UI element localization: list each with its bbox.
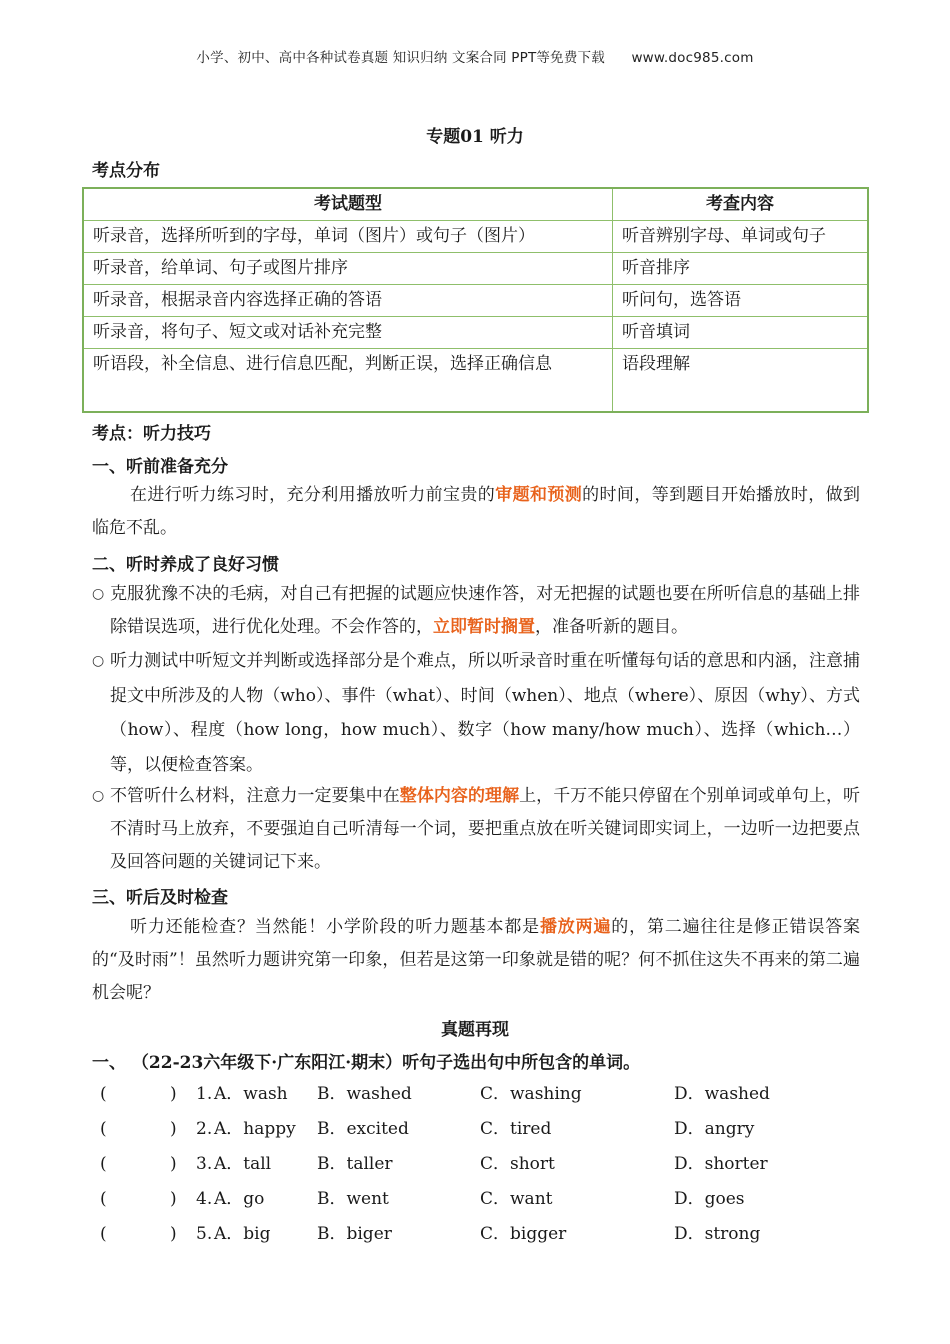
skills-heading: 考点：听力技巧	[92, 424, 211, 444]
part2-bullet-3	[92, 780, 860, 879]
bullet-3-text-post: 上，千万不能只停留在个别单词或单句上，听不清时马上放弃，不要强迫自己听清每一个词，要把重点放在听关键词即实词上，一边听一边把要点及回答问题的关键词记下来。	[110, 786, 861, 872]
table-cell: 听录音，根据录音内容选择正确的答语	[83, 285, 613, 317]
option-c: C．bigger	[480, 1224, 567, 1244]
page-title: 专题01 听力	[426, 127, 524, 147]
part1-heading: 一、听前准备充分	[92, 457, 228, 477]
question-number: 4.	[196, 1189, 213, 1209]
part3-text-post: 的，第二遍往往是修正错误答案的“及时雨”！虽然听力题讲究第一印象，但若是这第一印象就是错的呢？何不抓住这失不再来的第二遍机会呢？	[92, 917, 861, 1003]
table-cell: 听音排序	[613, 253, 869, 285]
bullet-1-text-pre: 克服犹豫不决的毛病，对自己有把握的试题应快速作答，对无把握的试题也要在所听信息的基础上排除错误选项，进行优化处理。不会作答的，	[110, 584, 860, 637]
part1-text-post: 的时间，等到题目开始播放时，做到临危不乱。	[92, 485, 861, 538]
table-cell: 听录音，给单词、句子或图片排序	[83, 253, 613, 285]
option-b: B．biger	[317, 1224, 392, 1244]
answer-paren-left: (	[100, 1189, 107, 1209]
option-b: B．went	[317, 1189, 389, 1209]
question-row	[92, 1079, 872, 1109]
answer-paren-right: )	[170, 1119, 177, 1139]
option-a: A．go	[214, 1189, 265, 1209]
answer-paren-right: )	[170, 1224, 177, 1244]
header-site-text: 小学、初中、高中各种试卷真题 知识归纳 文案合同 PPT等免费下载	[196, 50, 605, 66]
question-row	[92, 1149, 872, 1179]
part1-highlight: 审题和预测	[495, 485, 583, 505]
bullet-1-highlight: 立即暂时搁置	[433, 617, 535, 637]
bullet-3-text-pre: 不管听什么材料，注意力一定要集中在	[110, 786, 400, 806]
part1-paragraph	[92, 479, 860, 545]
distribution-table	[82, 187, 869, 413]
answer-paren-left: (	[100, 1084, 107, 1104]
header-url[interactable]: www.doc985.com	[631, 50, 754, 66]
option-c: C．want	[480, 1189, 553, 1209]
option-b: B．excited	[317, 1119, 409, 1139]
question-number: 5.	[196, 1224, 213, 1244]
option-d: D．shorter	[674, 1154, 768, 1174]
option-a: A．big	[214, 1224, 271, 1244]
bullet-3-highlight: 整体内容的理解	[399, 786, 520, 806]
part3-paragraph	[92, 911, 860, 1010]
table-row	[83, 349, 868, 413]
table-cell: 语段理解	[613, 349, 869, 413]
option-c: C．tired	[480, 1119, 552, 1139]
answer-paren-right: )	[170, 1189, 177, 1209]
question-number: 1.	[196, 1084, 213, 1104]
option-d: D．angry	[674, 1119, 755, 1139]
answer-paren-right: )	[170, 1154, 177, 1174]
question-number: 2.	[196, 1119, 213, 1139]
section-distribution-heading: 考点分布	[92, 161, 160, 181]
table-cell: 听问句，选答语	[613, 285, 869, 317]
answer-paren-right: )	[170, 1084, 177, 1104]
table-row	[83, 285, 868, 317]
table-cell: 听语段，补全信息、进行信息匹配，判断正误，选择正确信息	[83, 349, 613, 413]
option-b: B．washed	[317, 1084, 412, 1104]
question-row	[92, 1184, 872, 1214]
part2-bullet-2	[92, 644, 860, 782]
table-header-cell: 考查内容	[613, 188, 869, 221]
answer-paren-left: (	[100, 1119, 107, 1139]
question-row	[92, 1219, 872, 1249]
question-number: 3.	[196, 1154, 213, 1174]
part3-heading: 三、听后及时检查	[92, 888, 228, 908]
option-a: A．wash	[214, 1084, 288, 1104]
option-c: C．washing	[480, 1084, 582, 1104]
bullet-icon: ○	[92, 788, 105, 804]
option-a: A．happy	[214, 1119, 296, 1139]
exercise-heading: 一、 （22-23六年级下·广东阳江·期末）听句子选出句中所包含的单词。	[92, 1053, 641, 1073]
option-c: C．short	[480, 1154, 555, 1174]
option-b: B．taller	[317, 1154, 393, 1174]
table-row	[83, 317, 868, 349]
real-questions-title: 真题再现	[441, 1020, 509, 1040]
table-cell: 听录音，选择所听到的字母，单词（图片）或句子（图片）	[83, 221, 613, 253]
table-header-row	[83, 188, 868, 221]
option-d: D．strong	[674, 1224, 761, 1244]
page-header	[0, 46, 950, 66]
option-d: D．washed	[674, 1084, 770, 1104]
bullet-2-text: 听力测试中听短文并判断或选择部分是个难点，所以听录音时重在听懂每句话的意思和内涵，注意捕捉文中所涉及的人物（who）、事件（what）、时间（when）、地点（where）、原因（why）、方式（how）、程度（how long，how much）、数字（how many/how much）、选择（which…）等，以便检查答案。	[110, 651, 860, 775]
part3-text-pre: 听力还能检查？当然能！小学阶段的听力题基本都是	[130, 917, 540, 937]
table-cell: 听音辨别字母、单词或句子	[613, 221, 869, 253]
option-d: D．goes	[674, 1189, 745, 1209]
table-header-cell: 考试题型	[83, 188, 613, 221]
part2-bullet-1	[92, 578, 860, 644]
bullet-icon: ○	[92, 586, 105, 602]
answer-paren-left: (	[100, 1154, 107, 1174]
option-a: A．tall	[214, 1154, 272, 1174]
part2-heading: 二、听时养成了良好习惯	[92, 555, 279, 575]
part3-highlight: 播放两遍	[539, 917, 612, 937]
table-row	[83, 221, 868, 253]
question-row	[92, 1114, 872, 1144]
bullet-icon: ○	[92, 653, 105, 669]
table-cell: 听音填词	[613, 317, 869, 349]
answer-paren-left: (	[100, 1224, 107, 1244]
table-cell: 听录音，将句子、短文或对话补充完整	[83, 317, 613, 349]
table-row	[83, 253, 868, 285]
bullet-1-text-post: ，准备听新的题目。	[535, 617, 688, 637]
part1-text-pre: 在进行听力练习时，充分利用播放听力前宝贵的	[130, 485, 496, 505]
